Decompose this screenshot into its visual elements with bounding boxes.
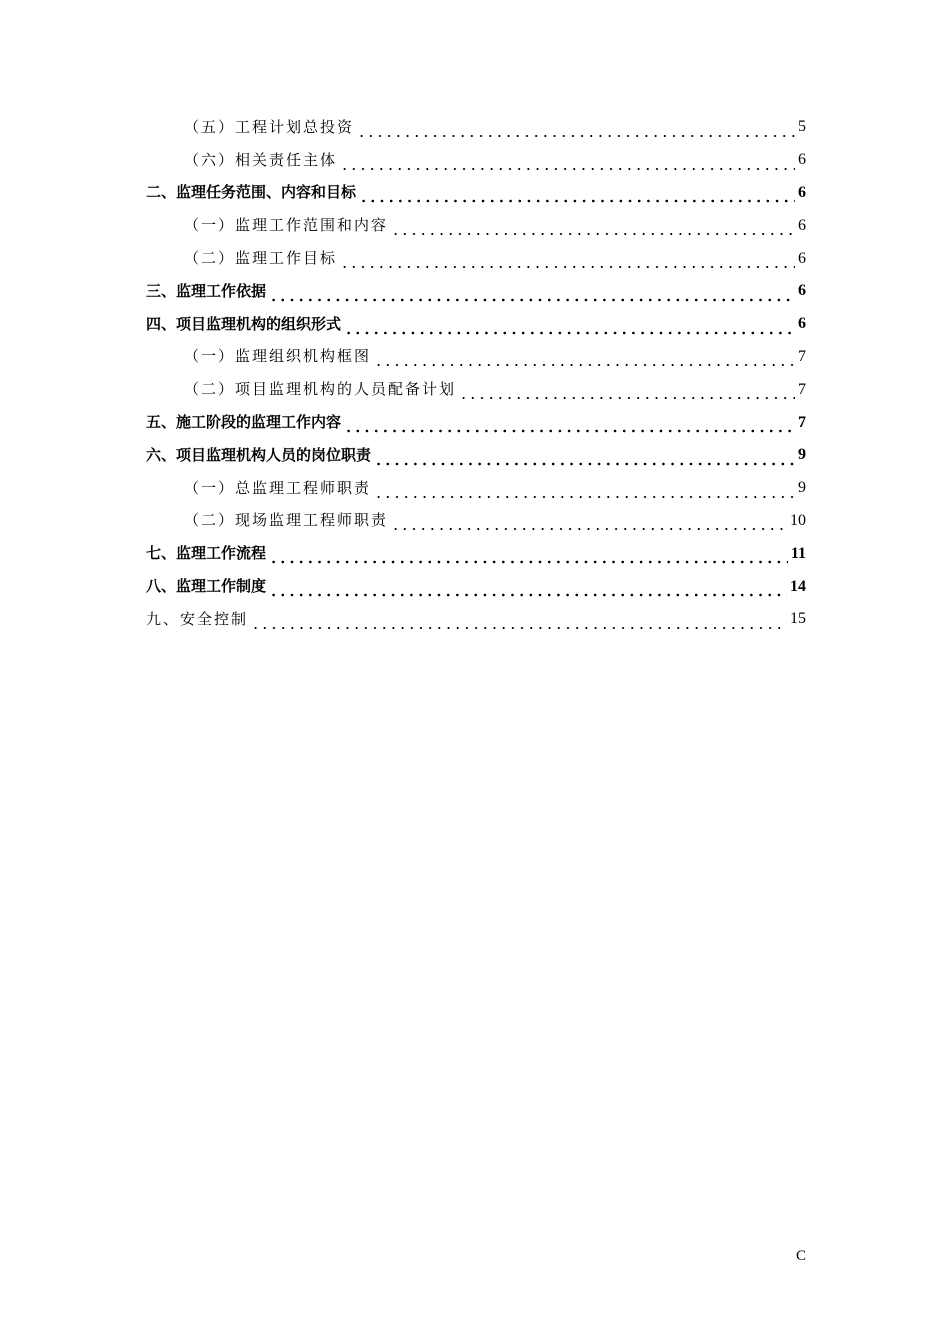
toc-dot-leader <box>374 451 795 466</box>
toc-entry-title: （一）监理组织机构框图 <box>184 347 372 366</box>
toc-entry-page: 7 <box>798 413 806 431</box>
toc-entry-page: 14 <box>790 577 806 595</box>
toc-entry[interactable] <box>146 537 806 570</box>
toc-entry-page: 6 <box>798 216 806 234</box>
toc-entry-page: 5 <box>798 118 806 136</box>
toc-dot-leader <box>269 287 795 302</box>
toc-entry[interactable] <box>184 242 806 275</box>
toc-entry-title: （一）监理工作范围和内容 <box>184 216 389 235</box>
toc-dot-leader <box>374 352 795 367</box>
toc-dot-leader <box>344 418 795 433</box>
table-of-contents <box>0 111 950 636</box>
toc-entry-page: 9 <box>798 446 806 464</box>
toc-entry[interactable] <box>184 505 806 538</box>
toc-entry-title: （二）项目监理机构的人员配备计划 <box>184 380 457 399</box>
toc-entry[interactable] <box>146 603 806 636</box>
toc-entry-page: 11 <box>790 544 806 562</box>
toc-dot-leader <box>391 516 787 531</box>
toc-entry-page: 6 <box>798 282 806 300</box>
toc-entry[interactable] <box>146 439 806 472</box>
toc-entry-title: （二）监理工作目标 <box>184 249 338 268</box>
toc-entry-title: 七、监理工作流程 <box>146 544 267 563</box>
toc-dot-leader <box>357 123 795 138</box>
toc-entry-page: 9 <box>798 479 806 497</box>
toc-entry-page: 10 <box>790 511 806 529</box>
toc-dot-leader <box>391 221 795 236</box>
toc-entry[interactable] <box>184 144 806 177</box>
toc-dot-leader <box>269 549 788 564</box>
toc-entry[interactable] <box>146 570 806 603</box>
page-footer-label: C <box>796 1248 807 1264</box>
toc-entry-page: 6 <box>798 315 806 333</box>
toc-entry-title: 二、监理任务范围、内容和目标 <box>146 183 357 202</box>
toc-entry[interactable] <box>184 472 806 505</box>
toc-entry-page: 7 <box>798 380 806 398</box>
toc-entry[interactable] <box>184 341 806 374</box>
toc-entry-title: 三、监理工作依据 <box>146 281 267 300</box>
toc-entry-title: 四、项目监理机构的组织形式 <box>146 314 342 333</box>
toc-dot-leader <box>374 484 795 499</box>
toc-dot-leader <box>340 156 795 171</box>
toc-entry-page: 6 <box>798 151 806 169</box>
toc-entry-title: （六）相关责任主体 <box>184 150 338 169</box>
toc-entry-title: 八、监理工作制度 <box>146 577 267 596</box>
toc-entry-title: 五、施工阶段的监理工作内容 <box>146 413 342 432</box>
toc-entry[interactable] <box>146 406 806 439</box>
toc-entry-title: （一）总监理工程师职责 <box>184 478 372 497</box>
toc-entry[interactable] <box>184 111 806 144</box>
toc-entry-title: （二）现场监理工程师职责 <box>184 511 389 530</box>
toc-dot-leader <box>340 254 795 269</box>
toc-entry[interactable] <box>184 209 806 242</box>
toc-dot-leader <box>251 615 787 630</box>
toc-dot-leader <box>359 188 795 203</box>
toc-entry-page: 7 <box>798 347 806 365</box>
toc-dot-leader <box>269 582 787 597</box>
toc-entry-page: 6 <box>798 183 806 201</box>
toc-entry[interactable] <box>184 373 806 406</box>
toc-dot-leader <box>344 320 795 335</box>
toc-entry-page: 15 <box>790 610 806 628</box>
toc-dot-leader <box>459 385 795 400</box>
toc-entry-title: 九、安全控制 <box>146 609 249 628</box>
toc-entry[interactable] <box>146 275 806 308</box>
toc-entry-title: （五）工程计划总投资 <box>184 117 355 136</box>
toc-entry-page: 6 <box>798 249 806 267</box>
toc-entry[interactable] <box>146 177 806 210</box>
toc-entry[interactable] <box>146 308 806 341</box>
toc-entry-title: 六、项目监理机构人员的岗位职责 <box>146 445 372 464</box>
